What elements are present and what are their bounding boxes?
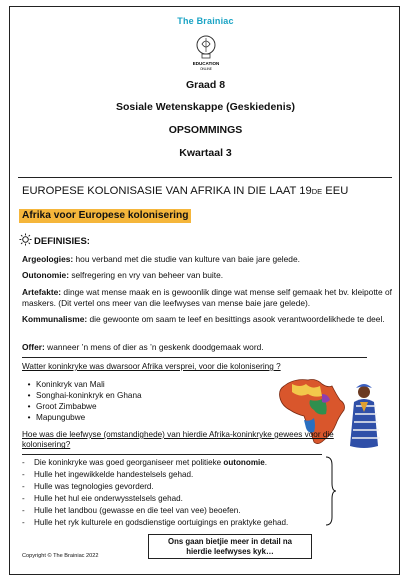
page-title	[22, 185, 402, 197]
term-heading: Kwartaal 3	[179, 147, 232, 159]
copyright: Copyright © The Brainiac 2022	[22, 553, 99, 559]
divider-mid	[22, 357, 367, 358]
subject-heading: Sosiale Wetenskappe (Geskiedenis)	[116, 101, 295, 113]
callout-box	[148, 534, 312, 559]
definition-text: die gewoonte om saam te leef en besittings asook verantwoordelikhede te deel.	[87, 314, 385, 324]
curly-brace-icon	[325, 456, 337, 526]
logo-text-1: EDUCATION	[193, 61, 219, 66]
definition-argeologies	[22, 254, 392, 265]
definition-term: Outonomie:	[22, 270, 69, 280]
definition-kommunalisme	[22, 314, 392, 325]
fact-item: - Hulle was tegnologies gevorderd.	[22, 482, 154, 491]
title-sup: DE	[311, 187, 323, 196]
fact-text: Die koninkryke was goed georganiseer met politieke	[34, 458, 224, 467]
lightbulb-logo-icon	[193, 34, 219, 74]
question-lifestyle: Hoe was die leefwyse (omstandighede) van hierdie Afrika-koninkryke gewees voor die kolonisering?	[22, 430, 334, 450]
list-item: • Koninkryk van Mali	[27, 380, 105, 389]
fact-text: Hulle het hul eie onderwysstelsels gehad.	[34, 494, 183, 503]
callout-line-1: Ons gaan bietjie meer in detail na	[168, 537, 292, 546]
divider-top	[18, 177, 392, 178]
section-subtitle: Afrika voor Europese kolonisering	[19, 209, 191, 223]
definition-text: dinge wat mense maak en is gewoonlik dinge wat mense self gemaak het bv. kleipotte of maskers. (Dit vertel ons meer van die leefwyses van mense baie jare gelede).	[22, 287, 392, 308]
brand-name: The Brainiac	[177, 16, 234, 26]
list-item-text: Songhai-koninkryk en Ghana	[36, 391, 142, 400]
definition-term: Argeologies:	[22, 254, 74, 264]
title-main: EUROPESE KOLONISASIE VAN AFRIKA IN DIE LAAT 19	[22, 185, 312, 197]
type-heading: OPSOMMINGS	[168, 124, 243, 136]
list-item-text: Koninkryk van Mali	[36, 380, 105, 389]
fact-text: Hulle het ryk kulturele en godsdienstige oortuigings en praktyke gehad.	[34, 518, 289, 527]
divider-facts	[22, 454, 322, 455]
definition-term: Offer:	[22, 342, 45, 352]
definition-artefakte	[22, 287, 392, 308]
fact-item: - Hulle het ryk kulturele en godsdienstige oortuigings en praktyke gehad.	[22, 518, 289, 527]
fact-item: - Die koninkryke was goed georganiseer met politieke outonomie.	[22, 458, 268, 467]
callout-line-2: hierdie leefwyses kyk…	[186, 547, 274, 556]
logo-text-2: ONLINE	[200, 67, 212, 71]
sun-icon	[19, 233, 32, 246]
definition-text: wanneer ’n mens of dier as ’n geskenk doodgemaak word.	[44, 342, 264, 352]
definition-term: Kommunalisme:	[22, 314, 88, 324]
definition-text: selfregering en vry van beheer van buite.	[69, 270, 224, 280]
fact-bold: outonomie	[223, 458, 265, 467]
question-kingdoms: Watter koninkryke was dwarsoor Afrika versprei, voor die kolonisering ?	[22, 362, 281, 371]
fact-item: - Hulle het landbou (gewasse en die teel van vee) beoefen.	[22, 506, 241, 515]
definition-term: Artefakte:	[22, 287, 62, 297]
definitions-heading-text: DEFINISIES:	[34, 236, 90, 247]
fact-post: .	[264, 458, 268, 467]
fact-text: Hulle was tegnologies gevorderd.	[34, 482, 154, 491]
definition-offer	[22, 342, 392, 353]
title-end: EEU	[322, 185, 349, 197]
definition-outonomie	[22, 270, 392, 281]
fact-text: Hulle het ingewikkelde handestelsels gehad.	[34, 470, 194, 479]
fact-item: - Hulle het ingewikkelde handestelsels gehad.	[22, 470, 194, 479]
list-item: • Songhai-koninkryk en Ghana	[27, 391, 142, 400]
fact-text: Hulle het landbou (gewasse en die teel van vee) beoefen.	[34, 506, 241, 515]
definition-text: hou verband met die studie van kulture van baie jare gelede.	[73, 254, 300, 264]
list-item: • Groot Zimbabwe	[27, 402, 97, 411]
fact-item: - Hulle het hul eie onderwysstelsels gehad.	[22, 494, 183, 503]
grade-heading: Graad 8	[185, 79, 226, 91]
definitions-heading	[19, 233, 90, 247]
list-item-text: Groot Zimbabwe	[36, 402, 97, 411]
list-item-text: Mapungubwe	[36, 413, 86, 422]
list-item: • Mapungubwe	[27, 413, 86, 422]
